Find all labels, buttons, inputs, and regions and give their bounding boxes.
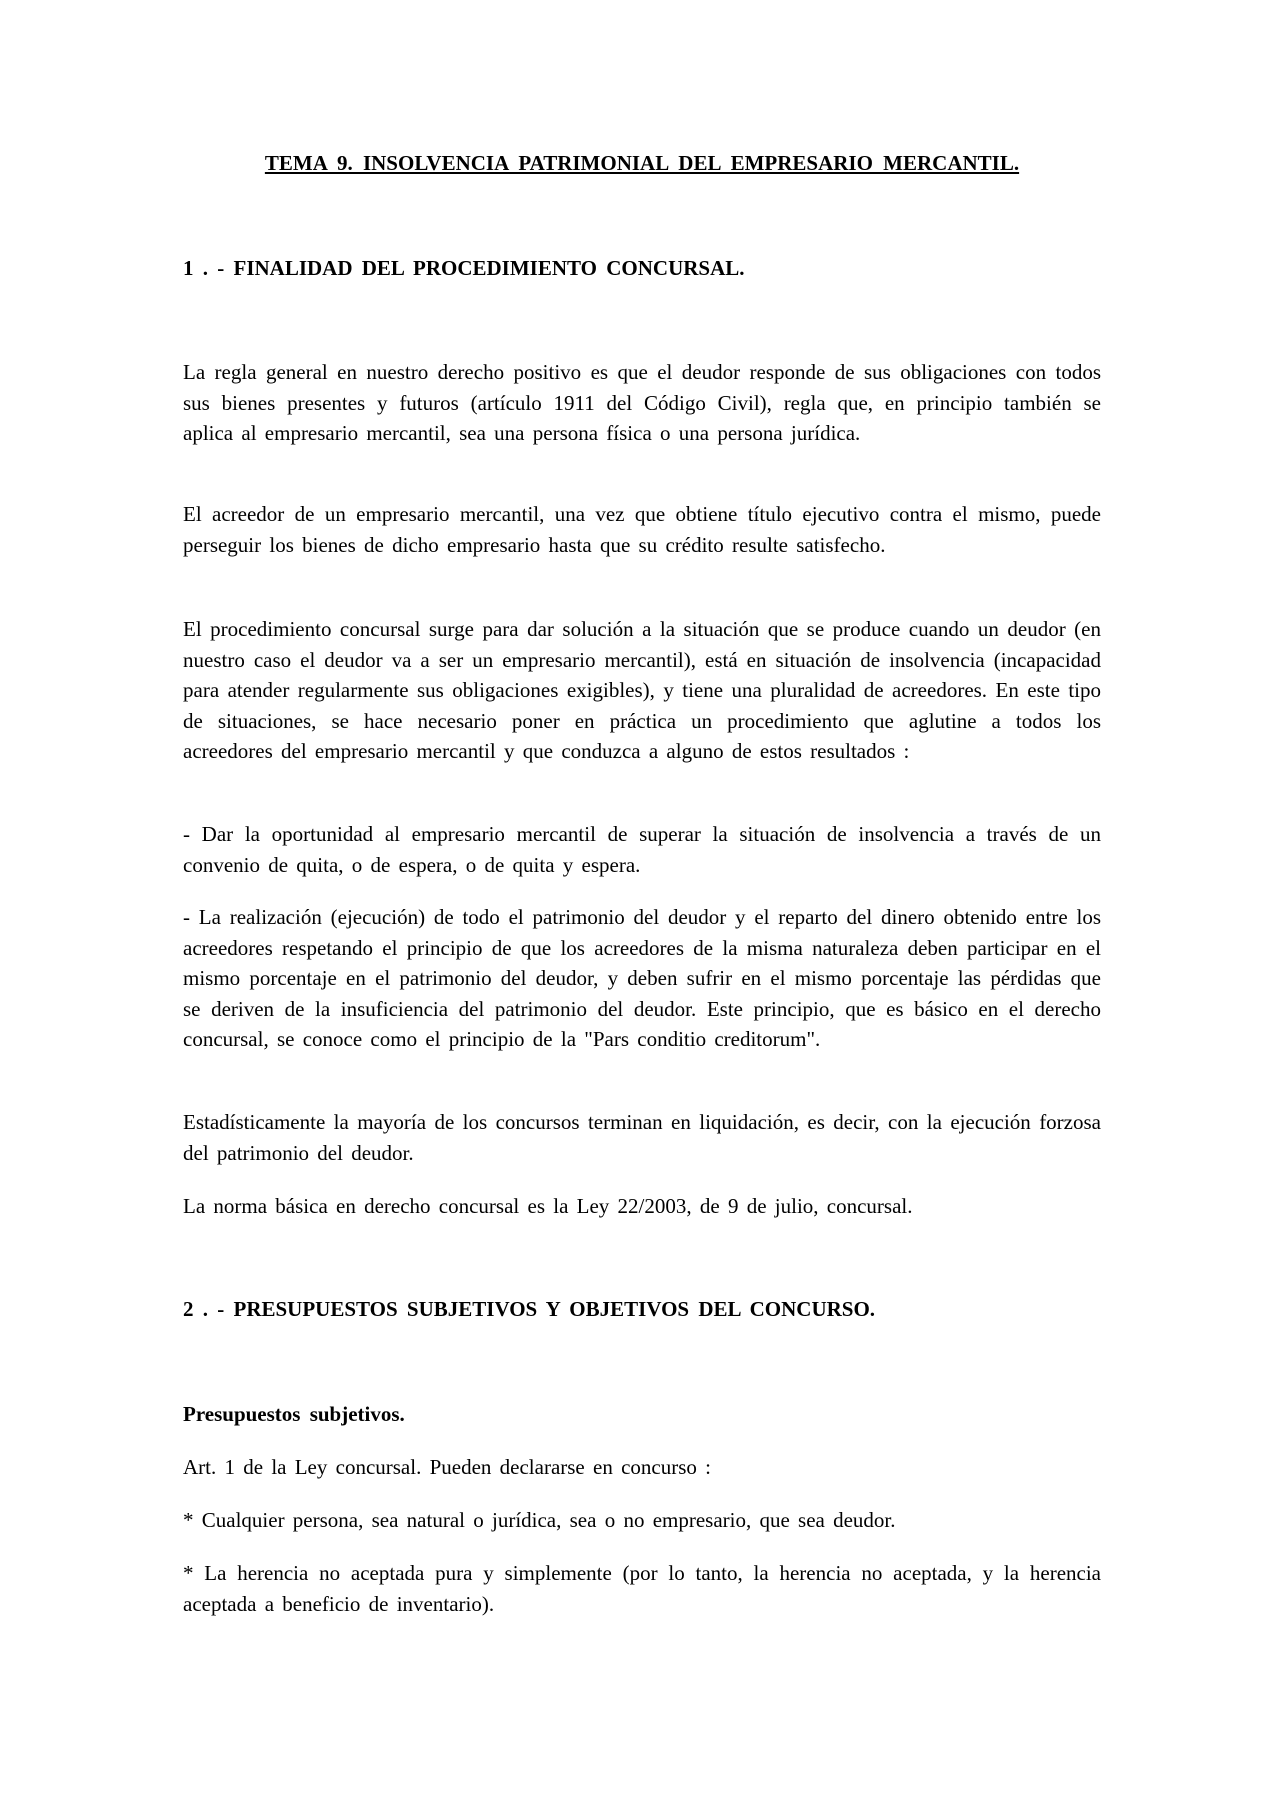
document-title: TEMA 9. INSOLVENCIA PATRIMONIAL DEL EMPRESARIO MERCANTIL.: [264, 151, 1020, 175]
section-1-paragraph-7: La norma básica en derecho concursal es la Ley 22/2003, de 9 de julio, concursal.: [183, 1194, 913, 1218]
section-2-heading: 2 . - PRESUPUESTOS SUBJETIVOS Y OBJETIVOS DEL CONCURSO.: [183, 1297, 876, 1321]
section-1-paragraph-2: El acreedor de un empresario mercantil, una vez que obtiene título ejecutivo contra el mismo, puede perseguir los bienes de dicho empresario hasta que su crédito resulte satisfecho.: [183, 502, 1101, 557]
section-1-paragraph-1: La regla general en nuestro derecho positivo es que el deudor responde de sus obligaciones con todos sus bienes presentes y futuros (artículo 1911 del Código Civil), regla que, en principio también se aplica al empresario mercantil, sea una persona física o una persona jurídica.: [183, 360, 1101, 445]
section-1-paragraph-5: - La realización (ejecución) de todo el patrimonio del deudor y el reparto del dinero obtenido entre los acreedores respetando el principio de que los acreedores de la misma naturaleza deben participar en el mismo porcentaje en el patrimonio del deudor, y deben sufrir en el mismo porcentaje las pérdidas que se deriven de la insuficiencia del patrimonio del deudor. Este principio, que es básico en el derecho concursal, se conoce como el principio de la "Pars conditio creditorum".: [183, 905, 1101, 1051]
section-1-paragraph-4: - Dar la oportunidad al empresario mercantil de superar la situación de insolvencia a través de un convenio de quita, o de espera, o de quita y espera.: [183, 822, 1101, 877]
section-1-paragraph-3: El procedimiento concursal surge para dar solución a la situación que se produce cuando un deudor (en nuestro caso el deudor va a ser un empresario mercantil), está en situación de insolvencia (incapacidad para atender regularmente sus obligaciones exigibles), y tiene una pluralidad de acreedores. En este tipo de situaciones, se hace necesario poner en práctica un procedimiento que aglutine a todos los acreedores del empresario mercantil y que conduzca a alguno de estos resultados :: [183, 617, 1101, 763]
section-2-paragraph-2: * Cualquier persona, sea natural o jurídica, sea o no empresario, que sea deudor.: [183, 1508, 896, 1532]
section-2-subheading: Presupuestos subjetivos.: [183, 1402, 405, 1426]
section-2-paragraph-1: Art. 1 de la Ley concursal. Pueden declararse en concurso :: [183, 1455, 711, 1479]
section-1-paragraph-6: Estadísticamente la mayoría de los concursos terminan en liquidación, es decir, con la ejecución forzosa del patrimonio del deudor.: [183, 1110, 1101, 1165]
section-2-paragraph-3: * La herencia no aceptada pura y simplemente (por lo tanto, la herencia no aceptada, y la herencia aceptada a beneficio de inventario).: [183, 1561, 1101, 1616]
section-1-heading: 1 . - FINALIDAD DEL PROCEDIMIENTO CONCURSAL.: [183, 256, 745, 280]
document-page: [183, 0, 1101, 1811]
